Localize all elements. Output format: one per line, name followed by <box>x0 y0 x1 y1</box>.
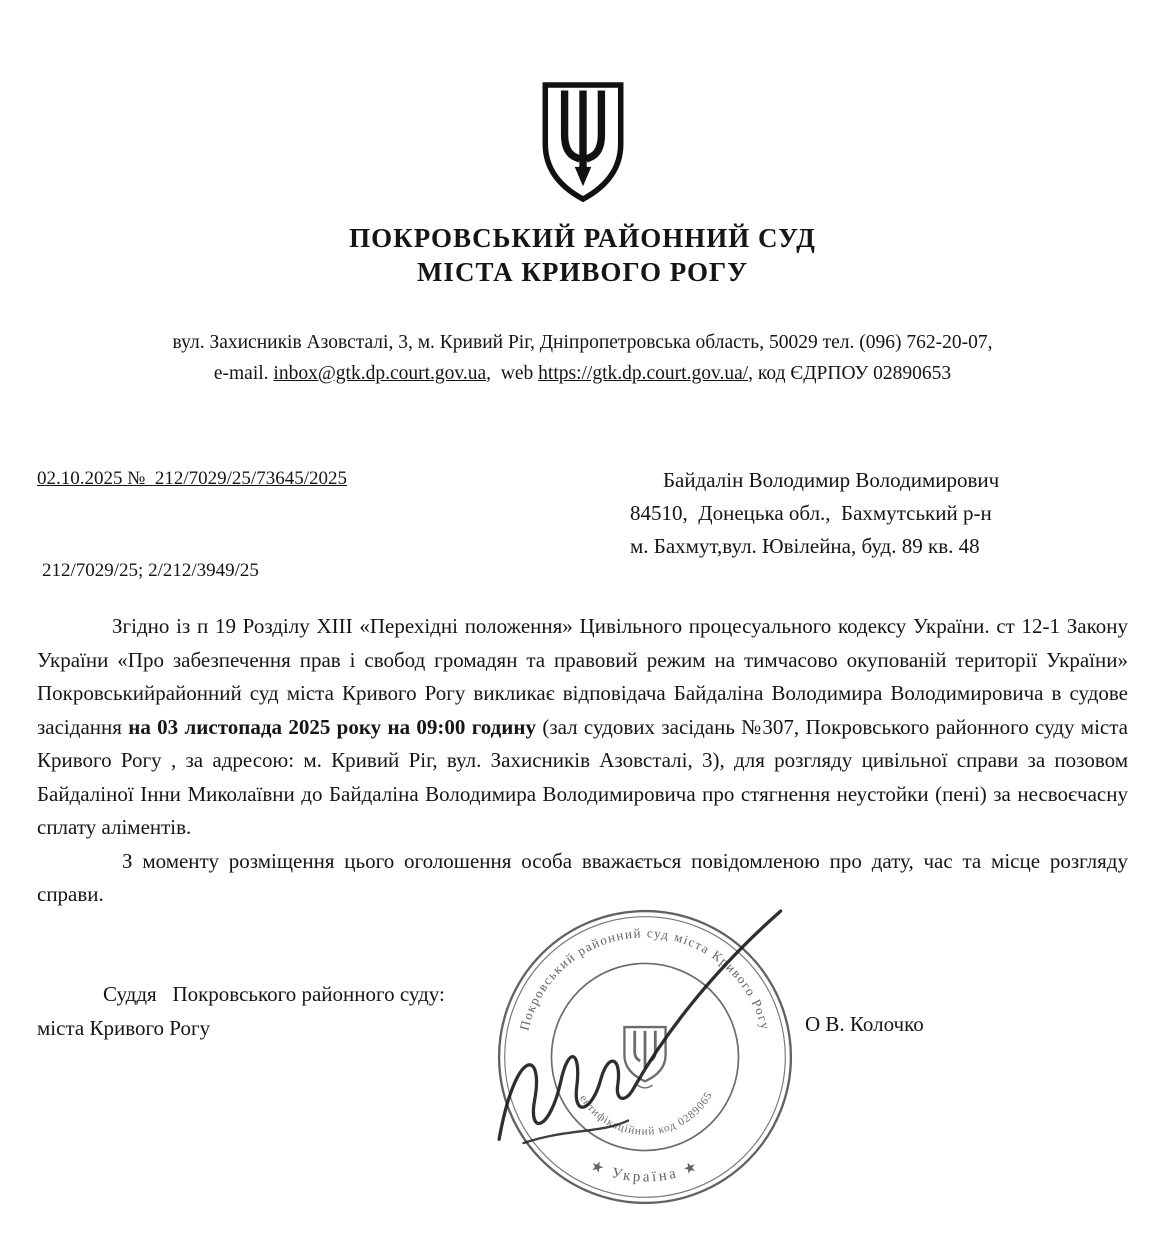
edrpou-code: , код ЄДРПОУ 02890653 <box>748 363 952 384</box>
p1-text-after: (зал судових засідань №307, Покровського районного суду міста Кривого Рогу , за адресою: м. Кривий Ріг, вул. Захисників Азовсталі, 3), для розгляду цивільної справи за позовом Байдаліної Інни Миколаївни до Байдаліна Володимира Володимировича про стягнення неустойки (пені) за несвоєчасну сплату аліментів. <box>37 714 1128 839</box>
case-numbers: 212/7029/25; 2/212/3949/25 <box>42 560 259 581</box>
seal-ring-text-bottom: ★ Україна ★ <box>587 1157 703 1186</box>
outgoing-number: 02.10.2025 № 212/7029/25/73645/2025 <box>37 468 347 489</box>
recipient-address-line2: м. Бахмут,вул. Ювілейна, буд. 89 кв. 48 <box>630 534 980 558</box>
judge-name: О В. Колочко <box>805 1012 924 1036</box>
p1-text-before: Згідно із п 19 Розділу XIII «Перехідні положення» Цивільного процесуального кодексу України. ст 12-1 Закону України «Про забезпечення прав і свобод громадян та правовий режим на тимчасово окупованій території України» Покровськийрайонний суд міста Кривого Рогу викликає відповідача Байдаліна Володимира Володимировича в судове засідання <box>37 614 1128 739</box>
body-paragraph-2: З моменту розміщення цього оголошення особа вважається повідомленою про дату, час та місце розгляду справи. <box>37 848 1128 906</box>
document-body <box>37 610 1128 912</box>
court-name <box>0 221 1165 289</box>
seal-ring-text-top: Покровський районний суд міста Кривого Рогу <box>516 925 774 1032</box>
email-label: e-mail. <box>213 363 274 384</box>
web-label: , web <box>486 363 539 384</box>
recipient-name: Байдалін Володимир Володимирович <box>663 468 1000 492</box>
judge-title-line1: Суддя Покровського районного суду: <box>103 982 445 1006</box>
judge-title-line2: міста Кривого Рогу <box>37 1016 211 1040</box>
trident-shield-icon <box>537 72 629 214</box>
court-website-url: https://gtk.dp.court.gov.ua/ <box>538 363 749 384</box>
recipient-address-line1: 84510, Донецька обл., Бахмутський р-н <box>630 501 992 525</box>
body-paragraph-1 <box>37 610 1128 845</box>
hearing-date-bold: на 03 листопада 2025 року на 09:00 годину <box>128 714 536 739</box>
court-seal <box>482 889 804 1216</box>
court-email: inbox@gtk.dp.court.gov.ua <box>273 363 487 384</box>
recipient-block <box>630 464 999 563</box>
court-address-line: вул. Захисників Азовсталі, 3, м. Кривий Ріг, Дніпропетровська область, 50029 тел. (096) 762-20-07, <box>172 332 993 353</box>
court-name-line1: ПОКРОВСЬКИЙ РАЙОННИЙ СУД <box>349 223 816 253</box>
court-seal-stamp <box>482 889 804 1216</box>
court-contacts <box>0 327 1165 389</box>
court-contact-line <box>0 358 1165 389</box>
ukraine-trident-emblem <box>537 72 629 219</box>
seal-id-code-text: ідентифікаційний код 02890653 <box>482 889 716 1138</box>
court-name-line2: МІСТА КРИВОГО РОГУ <box>416 257 749 287</box>
seal-trident-icon <box>624 1027 665 1088</box>
